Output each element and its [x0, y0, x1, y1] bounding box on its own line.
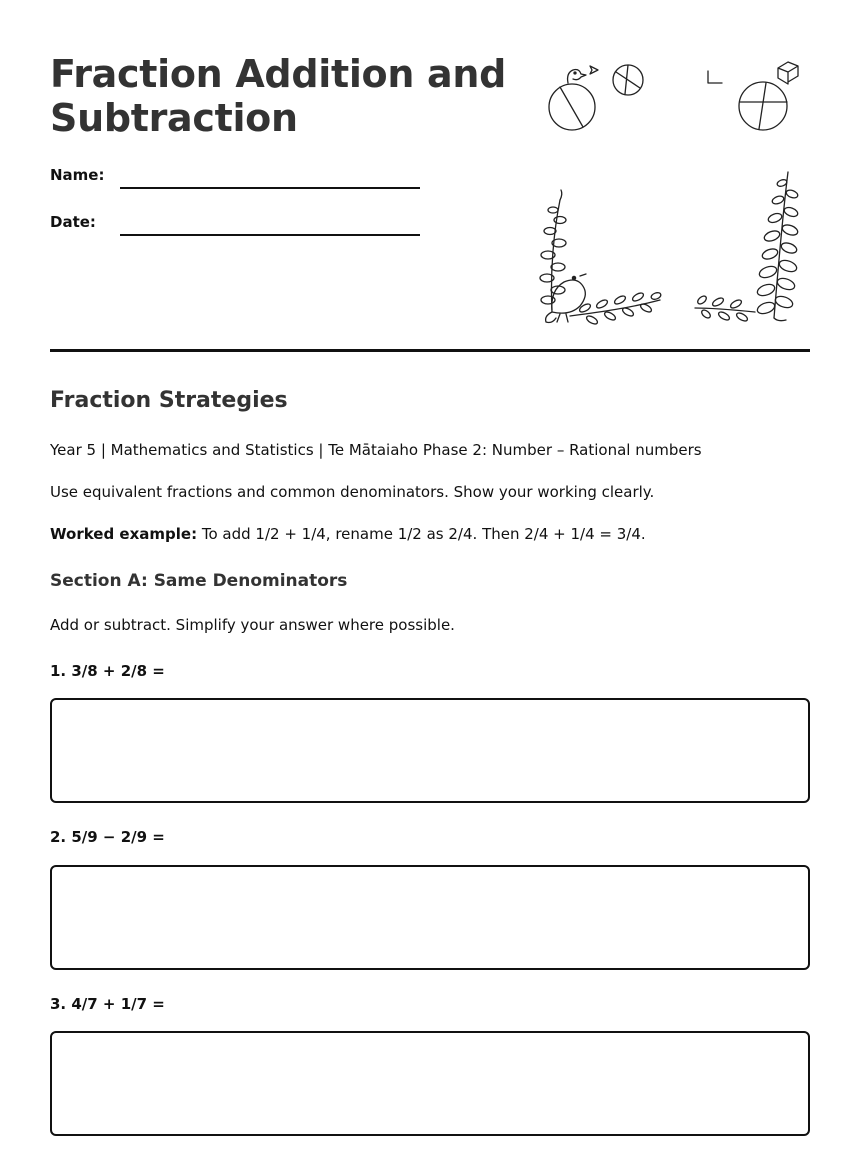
fraction-circle-icon [613, 65, 643, 95]
section-a-instructions: Add or subtract. Simplify your answer where possible. [50, 616, 455, 634]
subject-line: Year 5 | Mathematics and Statistics | Te Mātaiaho Phase 2: Number – Rational numbers [50, 441, 702, 459]
worksheet-title: Fraction Addition and Subtraction [50, 52, 507, 140]
date-label: Date: [50, 213, 96, 231]
worked-example [50, 525, 646, 543]
worked-example-label: Worked example: [50, 525, 198, 543]
decorative-illustration [530, 50, 820, 330]
answer-box-3[interactable] [50, 1031, 810, 1136]
fern-frond-icon [756, 172, 799, 321]
fern-frond-icon [695, 294, 755, 322]
header-divider [50, 349, 810, 352]
fern-frond-icon [570, 291, 662, 325]
answer-box-2[interactable] [50, 865, 810, 970]
date-line[interactable] [120, 234, 420, 236]
worked-example-text: To add 1/2 + 1/4, rename 1/2 as 2/4. Then 2/4 + 1/4 = 3/4. [197, 525, 646, 543]
fern-frond-icon [540, 190, 566, 310]
name-label: Name: [50, 166, 105, 184]
question-1-label: 1. 3/8 + 2/8 = [50, 662, 165, 680]
name-line[interactable] [120, 187, 420, 189]
fraction-circle-icon [549, 70, 595, 131]
question-2-label: 2. 5/9 − 2/9 = [50, 828, 165, 846]
answer-box-1[interactable] [50, 698, 810, 803]
section-a-heading: Section A: Same Denominators [50, 571, 348, 591]
section-heading: Fraction Strategies [50, 388, 288, 413]
question-3-label: 3. 4/7 + 1/7 = [50, 995, 165, 1013]
fraction-circle-icon [739, 82, 787, 130]
instructions-text: Use equivalent fractions and common denominators. Show your working clearly. [50, 483, 655, 501]
